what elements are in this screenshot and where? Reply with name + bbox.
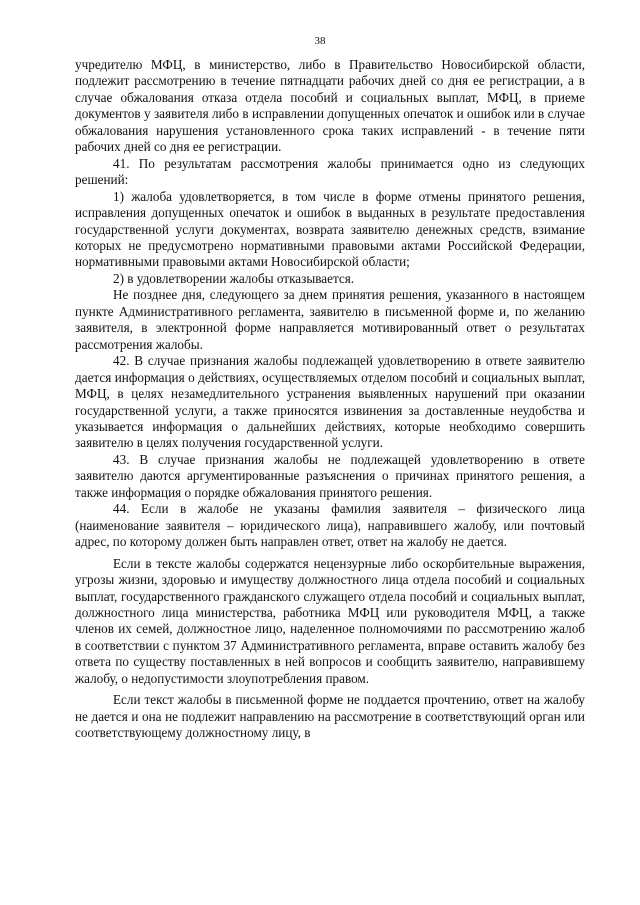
paragraph-item-42: 42. В случае признания жалобы подлежащей удовлетворению в ответе заявителю дается информация о действиях, осуществляемых отделом пособий и социальных выплат, МФЦ, в целях незамедлительного устранения выявленных нарушений при оказании государственной услуги, а также приносятся извинения за доставленные неудобства и указывается информация о дальнейших действиях, которые необходимо совершить заявителю в целях получения государственной услуги. [75, 353, 585, 451]
document-body [75, 57, 585, 742]
paragraph-item-44: 44. Если в жалобе не указаны фамилия заявителя – физического лица (наименование заявителя – юридического лица), направившего жалобу, или почтовый адрес, по которому должен быть направлен ответ, ответ на жалобу не дается. [75, 501, 585, 550]
paragraph-subitem-2: 2) в удовлетворении жалобы отказывается. [113, 270, 355, 286]
paragraph-offensive-content: Если в тексте жалобы содержатся нецензурные либо оскорбительные выражения, угрозы жизни, здоровью и имуществу должностного лица отдела пособий и социальных выплат, государственного гражданского служащего отдела пособий и социальных выплат, должностного лица министерства, работника МФЦ или руководителя МФЦ, а также членов их семей, должностное лицо, наделенное полномочиями по рассмотрению жалоб в соответствии с пунктом 37 Административного регламента, вправе оставить жалобу без ответа по существу поставленных в ней вопросов и сообщить заявителю, направившему жалобу, о недопустимости злоупотребления правом. [75, 555, 585, 686]
page-number: 38 [314, 35, 326, 47]
paragraph-item-41: 41. По результатам рассмотрения жалобы принимается одно из следующих решений: [75, 155, 585, 188]
paragraph-response-deadline: Не позднее дня, следующего за днем принятия решения, указанного в настоящем пункте Административного регламента, заявителю в письменной форме и, по желанию заявителя, в электронной форме направляется мотивированный ответ о результатах рассмотрения жалобы. [75, 287, 585, 352]
paragraph-unreadable-text: Если текст жалобы в письменной форме не поддается прочтению, ответ на жалобу не дается и она не подлежит направлению на рассмотрение в соответствующий орган или соответствующему должностному лицу, в [75, 692, 585, 741]
paragraph-continuation: учредителю МФЦ, в министерство, либо в Правительство Новосибирской области, подлежит рассмотрению в течение пятнадцати рабочих дней со дня ее регистрации, а в случае обжалования отказа отдела пособий и социальных выплат, МФЦ, в приеме документов у заявителя либо в исправлении допущенных опечаток и ошибок или в случае обжалования нарушения установленного срока таких исправлений - в течение пяти рабочих дней со дня ее регистрации. [75, 57, 585, 155]
paragraph-item-43: 43. В случае признания жалобы не подлежащей удовлетворению в ответе заявителю даются аргументированные разъяснения о причинах принятого решения, а также информация о порядке обжалования принятого решения. [75, 451, 585, 500]
paragraph-subitem-1: 1) жалоба удовлетворяется, в том числе в форме отмены принятого решения, исправления допущенных опечаток и ошибок в выданных в результате предоставления государственной услуги документах, возврата заявителю денежных средств, взимание которых не предусмотрено нормативными правовыми актами Российской Федерации, нормативными правовыми актами Новосибирской области; [75, 188, 585, 270]
